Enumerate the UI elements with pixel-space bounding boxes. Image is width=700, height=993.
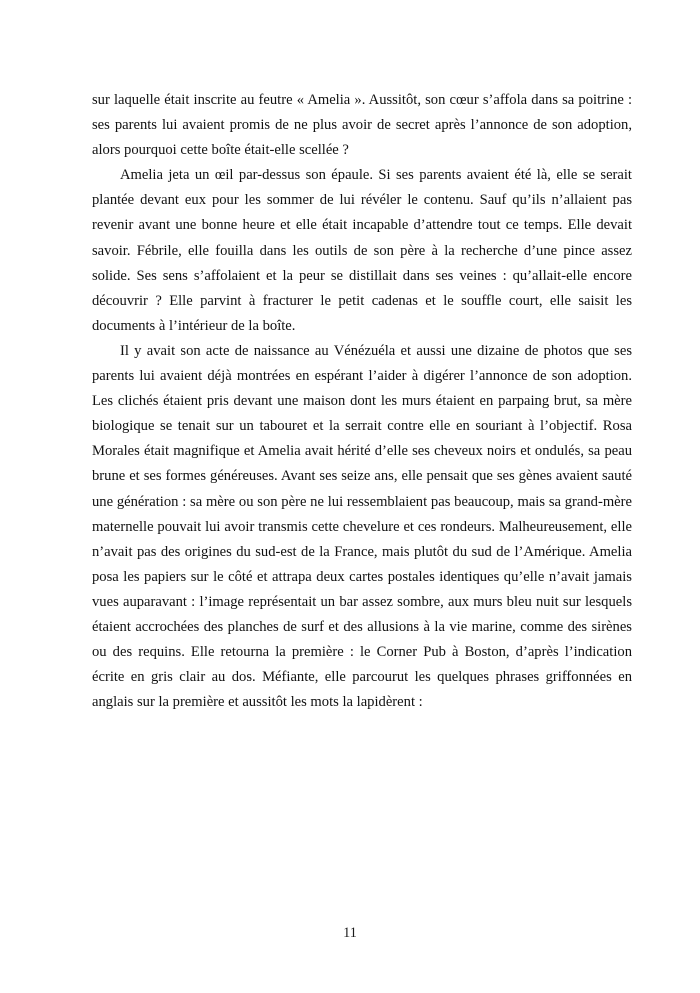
body-text [92,88,632,715]
page-number: 11 [343,925,357,941]
paragraph: sur laquelle était inscrite au feutre « Amelia ». Aussitôt, son cœur s’affola dans sa poitrine : ses parents lui avaient promis de ne plus avoir de secret après l’annonce de son adoption, alors pourquoi cette boîte était-elle scellée ? [92,92,632,159]
paragraph: Amelia jeta un œil par-dessus son épaule. Si ses parents avaient été là, elle se serait plantée devant eux pour les sommer de lui révéler le contenu. Sauf qu’ils n’allaient pas revenir avant une bonne heure et elle était incapable d’attendre tout ce temps. Elle devait savoir. Fébrile, elle fouilla dans les outils de son père à la recherche d’une pince assez solide. Ses sens s’affolaient et la peur se distillait dans ses veines : qu’allait-elle encore découvrir ? Elle parvint à fracturer le petit cadenas et le souffle court, elle saisit les documents à l’intérieur de la boîte. [92,167,632,334]
paragraph: Il y avait son acte de naissance au Vénézuéla et aussi une dizaine de photos que ses parents lui avaient déjà montrées en espérant l’aider à digérer l’annonce de son adoption. Les clichés étaient pris devant une maison dont les murs étaient en parpaing brut, sa mère biologique se tenait sur un tabouret et la serrait contre elle en souriant à l’objectif. Rosa Morales était magnifique et Amelia avait hérité d’elle ses cheveux noirs et ondulés, sa peau brune et ses formes généreuses. Avant ses seize ans, elle pensait que ses gènes avaient sauté une génération : sa mère ou son père ne lui ressemblaient pas beaucoup, mais sa grand-mère maternelle pouvait lui avoir transmis cette chevelure et ces rondeurs. Malheureusement, elle n’avait pas des origines du sud-est de la France, mais plutôt du sud de l’Amérique. Amelia posa les papiers sur le côté et attrapa deux cartes postales identiques qu’elle n’avait jamais vues auparavant : l’image représentait un bar assez sombre, aux murs bleu nuit sur lesquels étaient accrochées des planches de surf et des allusions à la vie marine, comme des sirènes ou des requins. Elle retourna la première : le Corner Pub à Boston, d’après l’indication écrite en gris clair au dos. Méfiante, elle parcourut les quelques phrases griffonnées en anglais sur la première et aussitôt les mots la lapidèrent : [92,342,632,711]
